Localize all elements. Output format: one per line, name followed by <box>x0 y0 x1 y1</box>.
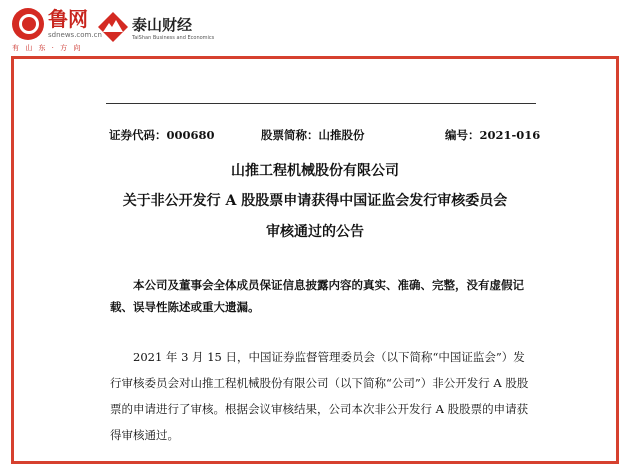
stock-abbreviation: 股票简称：山推股份 <box>261 128 365 142</box>
announcement-frame <box>11 56 619 464</box>
taishan-finance-subtitle: TaiShan Business and Economics <box>132 35 215 41</box>
company-name: 山推工程机械股份有限公司 <box>231 163 399 179</box>
security-code: 证券代码：000680 <box>109 128 215 142</box>
announcement-document <box>14 59 616 461</box>
board-statement: 本公司及董事会全体成员保证信息披露内容的真实、准确、完整，没有虚假记载、误导性陈述或重大遗漏。 <box>110 278 524 314</box>
taishan-finance-logo[interactable] <box>98 10 215 44</box>
taishan-finance-name: 泰山财经 <box>132 16 193 34</box>
lunews-logo-icon <box>12 8 44 40</box>
announcement-body: 2021 年 3 月 15 日，中国证券监督管理委员会（以下简称“中国证监会”）发行审核委员会对山推工程机械股份有限公司（以下简称“公司”）非公开发行 A 股股票的申请进行了审核。根据会议审核结果，公司本次非公开发行 A 股股票的申请获得审核通过。 <box>110 350 529 442</box>
lunews-domain: sdnews.com.cn <box>48 31 102 39</box>
header-rule <box>106 103 536 104</box>
announcement-title-line2: 审核通过的公告 <box>266 224 364 240</box>
lunews-slogan: 有 山 东 · 方 向 <box>12 44 83 52</box>
lunews-brand: 鲁网 <box>48 7 88 31</box>
taishan-mountain-icon <box>98 12 128 42</box>
lunews-logo[interactable] <box>12 7 102 52</box>
announcement-title-line1: 关于非公开发行 A 股股票申请获得中国证监会发行审核委员会 <box>122 193 508 209</box>
header-bar <box>0 0 633 50</box>
announcement-number: 编号：2021-016 <box>445 128 541 142</box>
